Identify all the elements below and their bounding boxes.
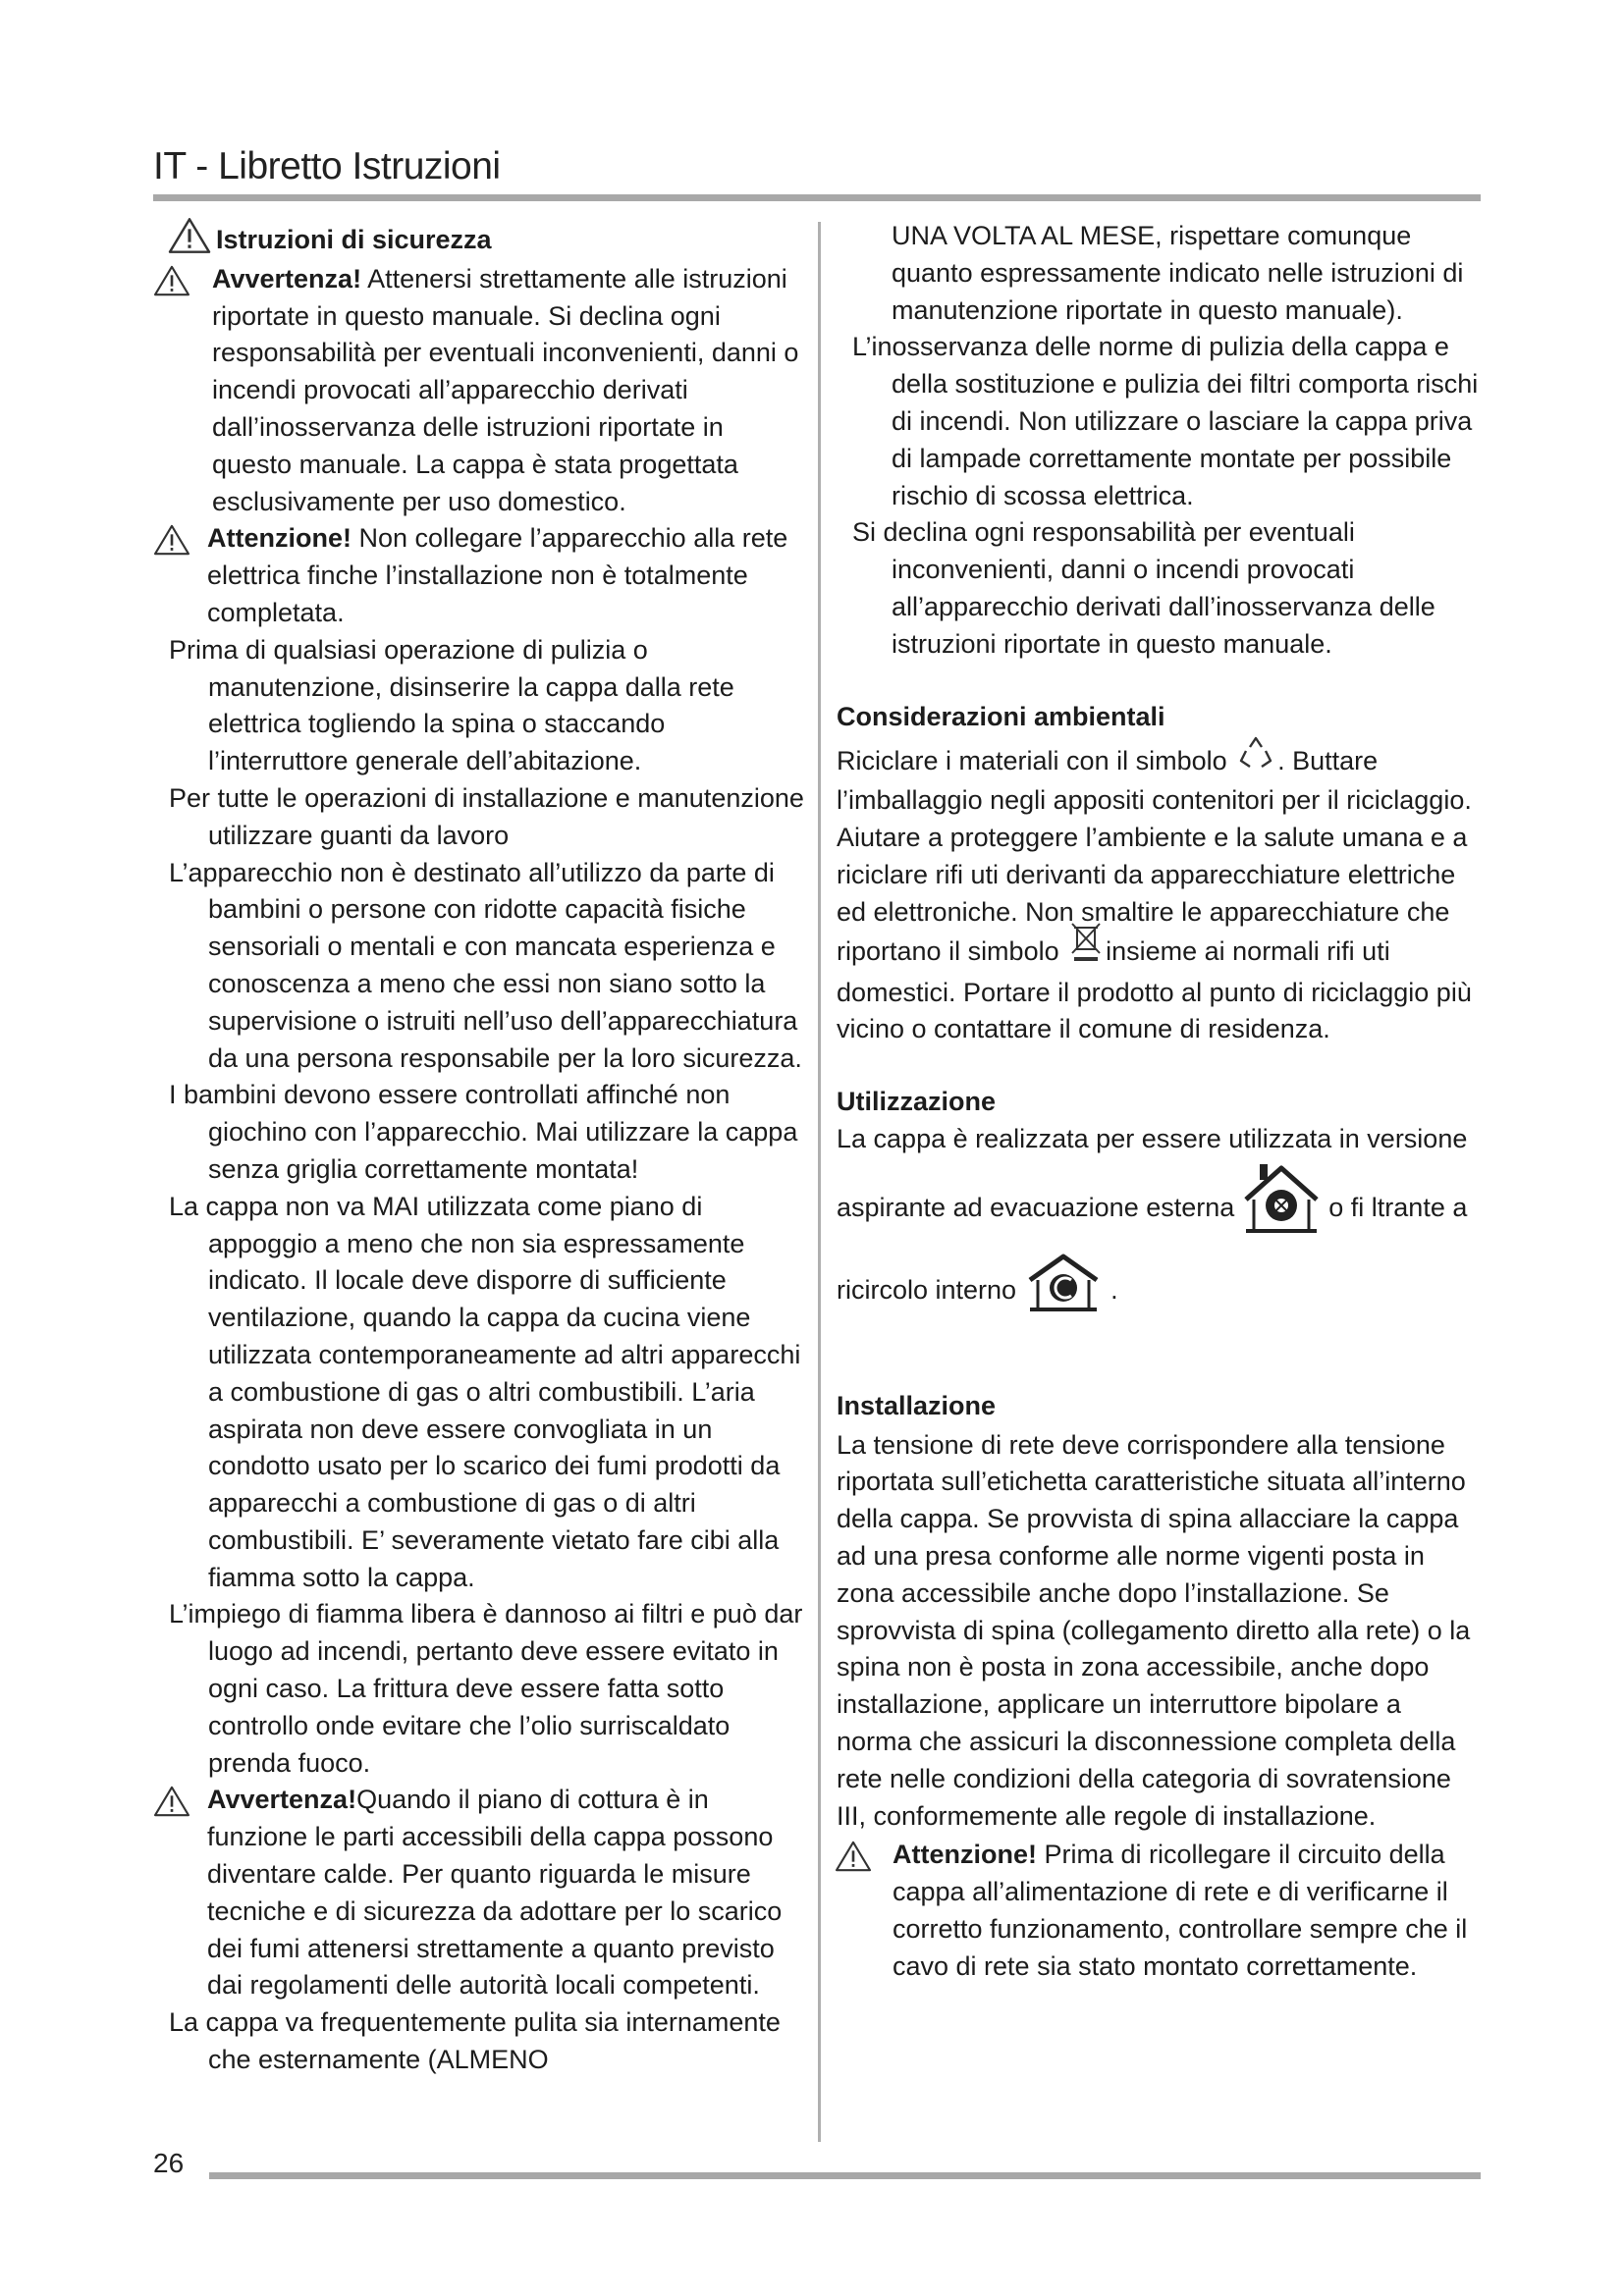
use-line-3: ricircolo interno .: [837, 1260, 1481, 1323]
paragraph-cleaning: Prima di qualsiasi operazione di pulizia o manutenzione, disinserire la cappa dalla rete elettrica togliendo la spina o staccando l’interruttore generale dell’abitazione.: [169, 634, 734, 776]
warning-text: Quando il piano di cottura è in funzione le parti accessibili della cappa possono diventare calde. Per quanto riguarda le misure tecniche e di sicurezza da adottare per lo scarico dei fumi attenersi strettamente a quanto previsto dai regolamenti delle autorità locali competenti.: [207, 1785, 783, 2001]
safety-title: Istruzioni di sicurezza: [216, 225, 492, 254]
warning-triangle-icon: [153, 1785, 190, 1818]
paragraph-children-use: L’apparecchio non è destinato all’utilizzo da parte di bambini o persone con ridotte capacità fisiche sensoriali o mentali e con mancata esperienza e conoscenza a meno che essi non siano sotto la supervisione o istruiti nell’uso dell’apparecchiatura da una persona responsabile per la loro sicurezza.: [169, 857, 802, 1073]
footer-rule: [209, 2172, 1481, 2179]
use-line-1: La cappa è realizzata per essere utilizzata in versione: [837, 1123, 1468, 1153]
warning-triangle-icon: [153, 523, 190, 557]
install-title: Installazione: [837, 1390, 997, 1420]
extraction-mode-icon: [1240, 1160, 1323, 1235]
crossed-bin-icon: [1068, 920, 1104, 963]
attention-label: Attenzione!: [207, 523, 352, 554]
header-rule: [153, 194, 1481, 201]
left-column: [167, 222, 805, 2079]
attention-label: Attenzione!: [893, 1840, 1037, 1870]
column-divider: [818, 222, 821, 2142]
warning-block-1: [167, 261, 805, 521]
paragraph-support: La cappa non va MAI utilizzata come piano di appoggio a meno che non sia espressamente indicato. Il locale deve disporre di sufficiente ventilazione, quando la cappa da cucina viene utilizzata contemporaneamente ad altri apparecchi a combustione di gas o altri combustibili. L’aria aspirata non deve essere convogliata in un condotto usato per lo scarico dei fumi prodotti da apparecchi a combustione di gas o di altri combustibili. E’ severamente vietato fare cibi alla fiamma sotto la cappa.: [169, 1191, 801, 1592]
environment-paragraph-2: Aiutare a proteggere l’ambiente e la salute umana e a riciclare rifi uti derivanti da apparecchiature elettriche ed elettroniche. Non smaltire le apparecchiature che riportano il simbolo insieme ai normali rifi uti domestici. Portare il prodotto al punto di riciclaggio più vicino o contattare il comune di residenza.: [837, 823, 1472, 1044]
paragraph-children-control: I bambini devono essere controllati affinché non giochino con l’apparecchio. Mai utilizzare la cappa senza griglia correttamente montata!: [169, 1080, 798, 1184]
warning-triangle-icon: [167, 216, 212, 255]
use-line-2: aspirante ad evacuazione esterna o fi ltrante a: [837, 1172, 1481, 1247]
paragraph-gloves: Per tutte le operazioni di installazione e manutenzione utilizzare guanti da lavoro: [169, 782, 804, 850]
use-title: Utilizzazione: [837, 1087, 997, 1117]
warning-label: Avvertenza!: [207, 1785, 357, 1815]
safety-section-title: [167, 222, 805, 259]
page-number: 26: [153, 2148, 185, 2178]
page-header-title: IT - Libretto Istruzioni: [153, 145, 501, 187]
attention-text: Non collegare l’apparecchio alla rete elettrica finche l’installazione non è totalmente completata.: [207, 523, 788, 627]
paragraph-liability: Si declina ogni responsabilità per eventuali inconvenienti, danni o incendi provocati all’apparecchio derivati dall’inosservanza delle istruzioni riportate in questo manuale.: [852, 517, 1435, 659]
recycle-icon: [1236, 733, 1275, 773]
warning-label: Avvertenza!: [212, 263, 362, 294]
install-paragraph: La tensione di rete deve corrispondere alla tensione riportata sull’etichetta caratteristiche situata all’interno della cappa. Se provvista di spina allacciare la cappa ad una presa conforme alle norme vigenti posta in zona accessibile anche dopo l’installazione. Se sprovvista di spina (collegamento diretto alla rete) o la spina non è posta in zona accessibile, anche dopo installazione, applicare un interruttore bipolare a norma che assicuri la disconnessione completa della rete nelle condizioni della categoria di sovratensione III, conformemente alle regole di installazione.: [837, 1429, 1471, 1831]
attention-text: Prima di ricollegare il circuito della cappa all’alimentazione di rete e di verificarne il corretto funzionamento, controllare sempre che il cavo di rete sia stato montato correttamente.: [893, 1840, 1468, 1981]
warning-text: Attenersi strettamente alle istruzioni riportate in questo manuale. Si declina ogni responsabilità per eventuali inconvenienti, danni o incendi provocati all’apparecchio derivati dall’inosservanza delle istruzioni riportate in questo manuale. La cappa è stata progettata esclusivamente per uso domestico.: [212, 263, 799, 516]
paragraph-nonobservance: L’inosservanza delle norme di pulizia della cappa e della sostituzione e pulizia dei filtri comporta rischi di incendi. Non utilizzare o lasciare la cappa priva di lampade correttamente montate per possibile rischio di scossa elettrica.: [852, 332, 1479, 510]
environment-paragraph-1: Riciclare i materiali con il simbolo . Buttare l’imballaggio negli appositi contenitori per il riciclaggio.: [837, 743, 1481, 820]
right-column: [837, 218, 1481, 1985]
recirculation-mode-icon: [1022, 1251, 1105, 1313]
environment-title: Considerazioni ambientali: [837, 701, 1165, 731]
attention-block-2: [837, 1837, 1481, 1985]
attention-block-1: [167, 520, 805, 631]
paragraph-clean-frequency: La cappa va frequentemente pulita sia internamente che esternamente (ALMENO: [169, 2007, 781, 2075]
paragraph-clean-frequency-continued: UNA VOLTA AL MESE, rispettare comunque quanto espressamente indicato nelle istruzioni di manutenzione riportate in questo manuale).: [892, 221, 1464, 325]
warning-triangle-icon: [835, 1840, 872, 1873]
warning-triangle-icon: [153, 264, 190, 297]
warning-block-2: [167, 1782, 805, 2004]
paragraph-flame: L’impiego di fiamma libera è dannoso ai filtri e può dar luogo ad incendi, pertanto deve essere evitato in ogni caso. La frittura deve essere fatta sotto controllo onde evitare che l’olio surriscaldato prenda fuoco.: [169, 1599, 803, 1778]
